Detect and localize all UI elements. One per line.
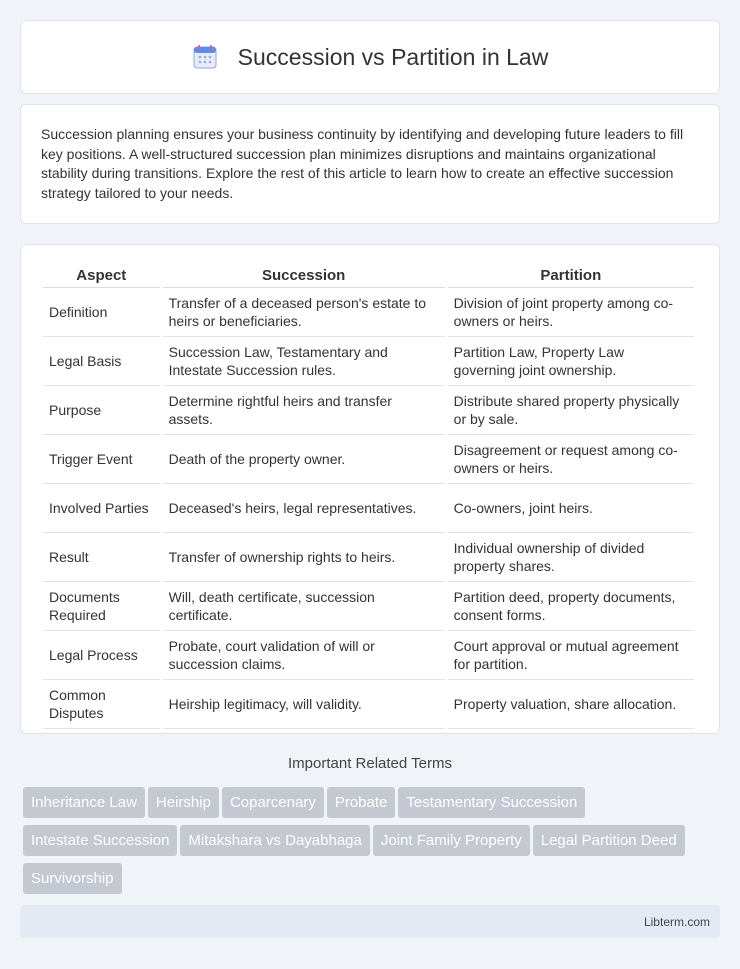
intro-card (20, 104, 720, 224)
header-aspect: Aspect (43, 265, 160, 288)
table-cell-succ: Determine rightful heirs and transfer assets. (163, 386, 445, 435)
related-term-tag[interactable]: Intestate Succession (23, 825, 177, 856)
table-cell-aspect: Documents Required (43, 582, 160, 631)
table-cell-succ: Transfer of a deceased person's estate to heirs or beneficiaries. (163, 288, 445, 337)
table-cell-aspect: Legal Basis (43, 337, 160, 386)
table-cell-succ: Heirship legitimacy, will validity. (163, 680, 445, 729)
related-term-tag[interactable]: Mitakshara vs Dayabhaga (180, 825, 369, 856)
page-title: Succession vs Partition in Law (237, 43, 549, 70)
table-cell-succ: Will, death certificate, succession certificate. (163, 582, 445, 631)
table-row (43, 631, 694, 680)
table-cell-aspect: Trigger Event (43, 435, 160, 484)
table-cell-succ: Deceased's heirs, legal representatives. (163, 484, 445, 533)
table-cell-aspect: Involved Parties (43, 484, 160, 533)
comparison-card (20, 244, 720, 734)
header-partition: Partition (448, 265, 694, 288)
related-term-tag[interactable]: Legal Partition Deed (533, 825, 685, 856)
related-term-tag[interactable]: Testamentary Succession (398, 787, 585, 818)
intro-text: Succession planning ensures your business continuity by identifying and developing future leaders to fill key positions. A well-structured succession plan minimizes disruptions and maintains organizational stability during transitions. Explore the rest of this article to learn how to create an effective succession strategy tailored to your needs. (41, 126, 684, 201)
table-cell-part: Disagreement or request among co-owners or heirs. (448, 435, 694, 484)
table-cell-part: Distribute shared property physically or by sale. (448, 386, 694, 435)
header-card (20, 20, 720, 94)
related-term-tag[interactable]: Inheritance Law (23, 787, 145, 818)
table-cell-part: Individual ownership of divided property shares. (448, 533, 694, 582)
table-cell-succ: Succession Law, Testamentary and Intestate Succession rules. (163, 337, 445, 386)
table-cell-succ: Probate, court validation of will or succession claims. (163, 631, 445, 680)
table-cell-aspect: Common Disputes (43, 680, 160, 729)
table-header-row (43, 265, 694, 288)
table-cell-aspect: Purpose (43, 386, 160, 435)
related-terms-list (23, 787, 723, 901)
table-cell-part: Division of joint property among co-owners or heirs. (448, 288, 694, 337)
related-term-tag[interactable]: Probate (327, 787, 396, 818)
related-term-tag[interactable]: Joint Family Property (373, 825, 530, 856)
table-cell-part: Partition deed, property documents, consent forms. (448, 582, 694, 631)
table-cell-aspect: Legal Process (43, 631, 160, 680)
table-row (43, 288, 694, 337)
related-terms-title: Important Related Terms (288, 755, 452, 772)
related-term-tag[interactable]: Coparcenary (222, 787, 324, 818)
table-cell-part: Property valuation, share allocation. (448, 680, 694, 729)
table-cell-succ: Death of the property owner. (163, 435, 445, 484)
related-term-tag[interactable]: Heirship (148, 787, 219, 818)
table-cell-aspect: Result (43, 533, 160, 582)
table-cell-part: Partition Law, Property Law governing joint ownership. (448, 337, 694, 386)
related-term-tag[interactable]: Survivorship (23, 863, 122, 894)
table-cell-aspect: Definition (43, 288, 160, 337)
footer-brand[interactable]: Libterm.com (643, 915, 710, 929)
table-row (43, 337, 694, 386)
calendar-icon (192, 44, 218, 70)
header-succession: Succession (163, 265, 445, 288)
table-row (43, 582, 694, 631)
table-row (43, 680, 694, 729)
table-row (43, 484, 694, 533)
table-cell-part: Co-owners, joint heirs. (448, 484, 694, 533)
table-row (43, 435, 694, 484)
table-cell-part: Court approval or mutual agreement for partition. (448, 631, 694, 680)
table-row (43, 386, 694, 435)
table-row (43, 533, 694, 582)
footer (20, 905, 720, 938)
comparison-table (40, 265, 697, 729)
table-cell-succ: Transfer of ownership rights to heirs. (163, 533, 445, 582)
